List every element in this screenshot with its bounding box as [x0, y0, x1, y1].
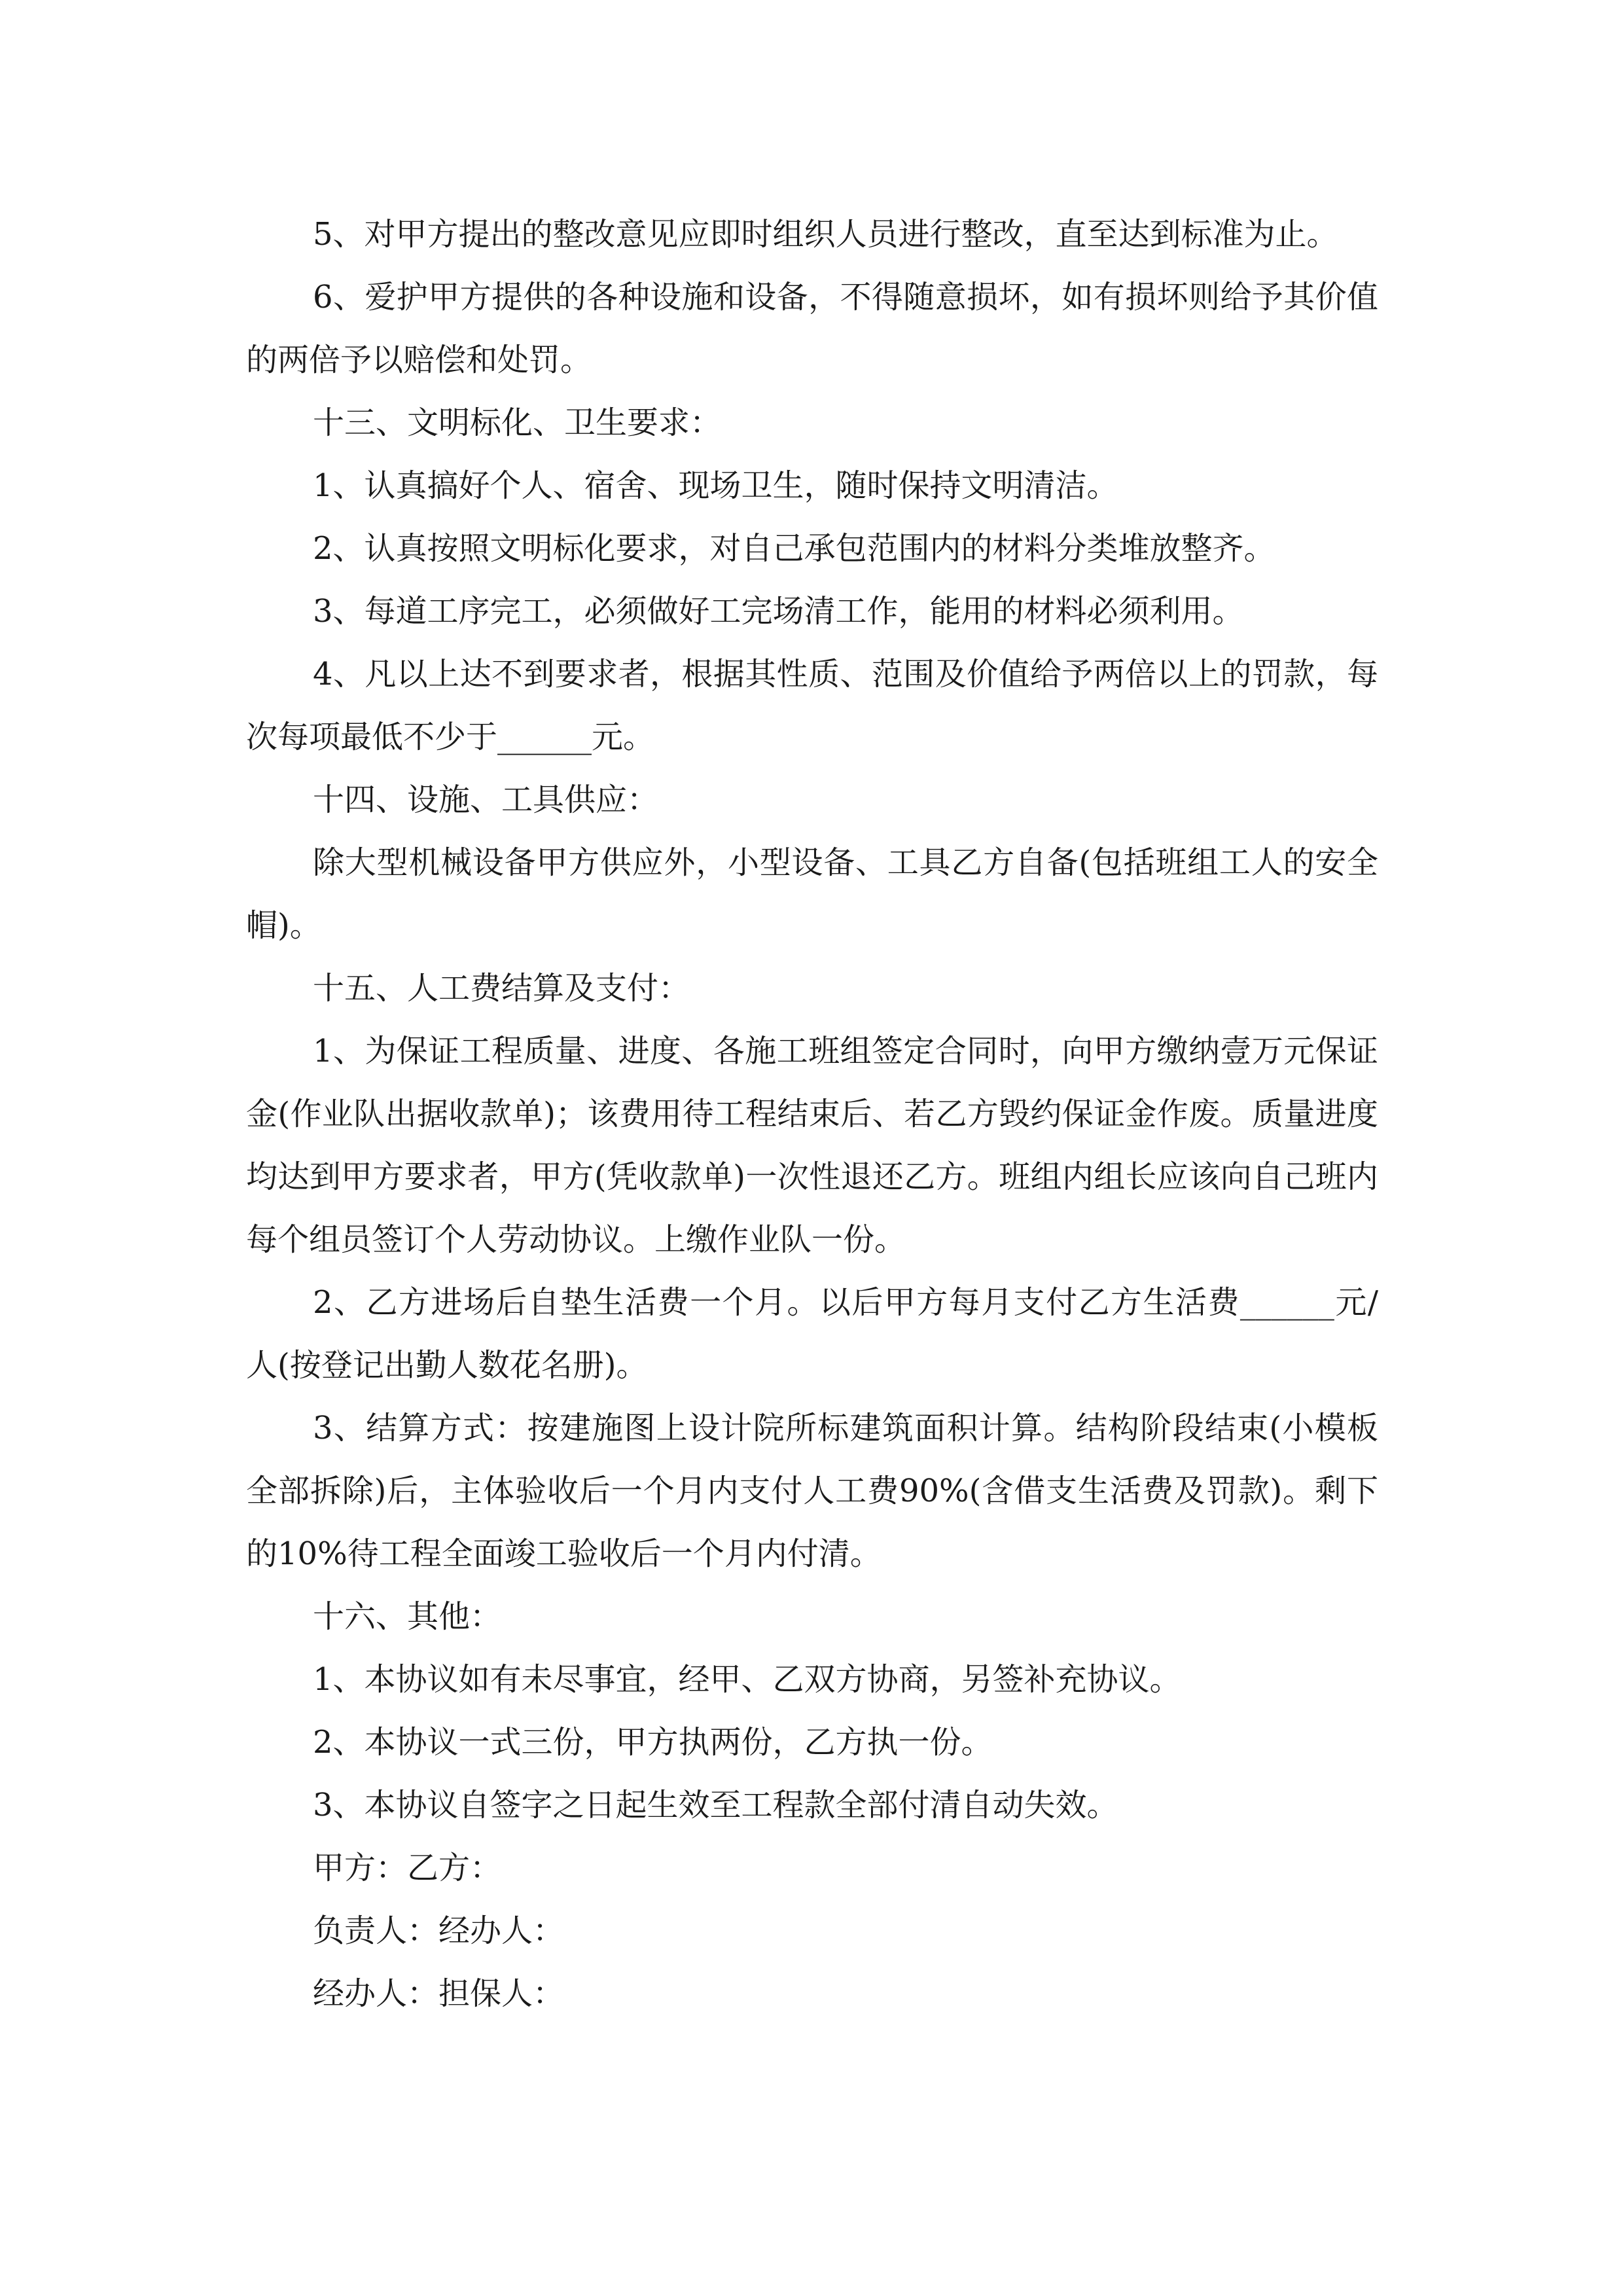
signature-line: 甲方：乙方：	[313, 1850, 502, 1886]
signature-line: 经办人：担保人：	[313, 1975, 565, 2012]
paragraph: 1、认真搞好个人、宿舍、现场卫生，随时保持文明清洁。	[313, 467, 1118, 504]
paragraph: 3、每道工序完工，必须做好工完场清工作，能用的材料必须利用。	[313, 593, 1244, 630]
paragraph: 2、本协议一式三份，甲方执两份，乙方执一份。	[313, 1724, 993, 1761]
section-heading: 十四、设施、工具供应：	[313, 781, 659, 818]
section-heading: 十三、文明标化、卫生要求：	[313, 404, 722, 441]
section-heading: 十五、人工费结算及支付：	[313, 970, 690, 1007]
paragraph: 3、本协议自签字之日起生效至工程款全部付清自动失效。	[313, 1787, 1118, 1823]
paragraph: 2、乙方进场后自垫生活费一个月。以后甲方每月支付乙方生活费______元/人(按登记出勤人数花名册)。	[246, 1284, 1378, 1384]
paragraph: 1、为保证工程质量、进度、各施工班组签定合同时，向甲方缴纳壹万元保证金(作业队出据收款单)；该费用待工程结束后、若乙方毁约保证金作废。质量进度均达到甲方要求者，甲方(凭收款单)一次性退还乙方。班组内组长应该向自己班内每个组员签订个人劳动协议。上缴作业队一份。	[246, 1033, 1378, 1258]
paragraph: 2、认真按照文明标化要求，对自己承包范围内的材料分类堆放整齐。	[313, 530, 1275, 567]
paragraph: 3、结算方式：按建施图上设计院所标建筑面积计算。结构阶段结束(小模板全部拆除)后，主体验收后一个月内支付人工费90%(含借支生活费及罚款)。剩下的10%待工程全面竣工验收后一个月内付清。	[246, 1410, 1378, 1572]
document-body	[246, 203, 1378, 2025]
paragraph: 6、爱护甲方提供的各种设施和设备，不得随意损坏，如有损坏则给予其价值的两倍予以赔偿和处罚。	[246, 279, 1378, 378]
paragraph: 4、凡以上达不到要求者，根据其性质、范围及价值给予两倍以上的罚款，每次每项最低不少于______元。	[246, 656, 1378, 755]
paragraph: 除大型机械设备甲方供应外，小型设备、工具乙方自备(包括班组工人的安全帽)。	[246, 844, 1378, 944]
signature-line: 负责人：经办人：	[313, 1912, 565, 1949]
section-heading: 十六、其他：	[313, 1598, 502, 1635]
paragraph: 5、对甲方提出的整改意见应即时组织人员进行整改，直至达到标准为止。	[313, 216, 1338, 253]
paragraph: 1、本协议如有未尽事宜，经甲、乙双方协商，另签补充协议。	[313, 1661, 1181, 1698]
